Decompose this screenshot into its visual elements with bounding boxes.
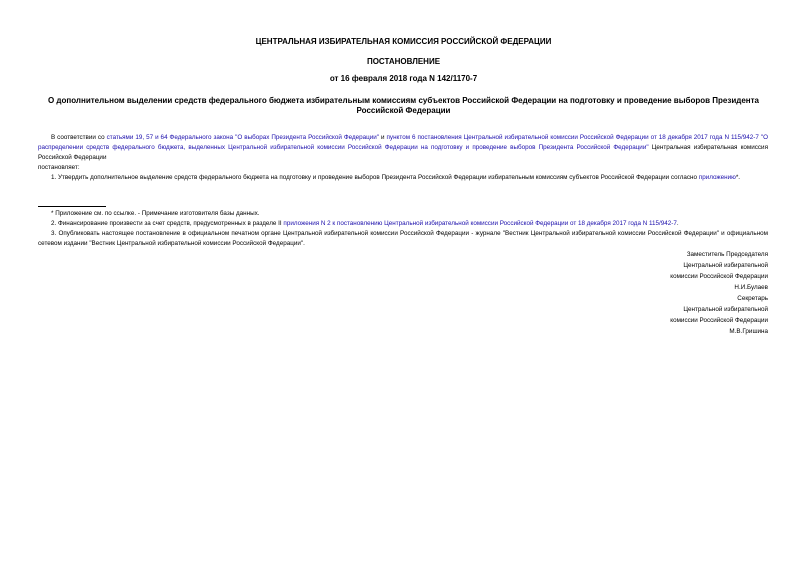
federal-law-link[interactable]: статьями 19, 57 и 64 Федерального закона "О выборах Президента Российской Федерации": [106, 134, 380, 141]
document-date-number: от 16 февраля 2018 года N 142/1170-7: [329, 74, 478, 83]
item-2-suffix: .: [676, 220, 679, 227]
preamble-text-1: В соответствии со: [51, 134, 107, 141]
appendix-2-link[interactable]: приложения N 2 к постановлению Центральной избирательной комиссии Российской Федерации от 18 декабря 2017 года N 115/942-7: [283, 220, 677, 227]
deputy-title-line-1: Заместитель Председателя: [686, 251, 768, 258]
secretary-title-line-1: Секретарь: [737, 295, 768, 302]
secretary-title-line-3: комиссии Российской Федерации: [670, 317, 768, 324]
preamble-block: [38, 133, 768, 183]
preamble-text-3: Центральная избирательная комиссия Российской Федерации: [38, 144, 768, 161]
item-2-paragraph: [38, 219, 768, 229]
footnote: * Приложение см. по ссылке. - Примечание изготовителя базы данных.: [51, 210, 260, 217]
deputy-title-line-2: Центральной избирательной: [683, 262, 768, 269]
item-1-text: 1. Утвердить дополнительное выделение средств федерального бюджета на подготовку и проведение выборов Президента Российской Федерации избирательным комиссиям субъектов Российской Федерации согласно: [51, 174, 699, 181]
preamble-paragraph: [38, 133, 768, 163]
cec-resolution-link[interactable]: пунктом 6 постановления Центральной избирательной комиссии Российской Федерации от 18 декабря 2017 года N 115/942-7 "О распределении средств федерального бюджета, выделенных Центральной избирательной комиссии Российской Федерации на подготовку и проведение выборов Президента Российской Федерации": [38, 134, 768, 151]
preamble-text-2: и: [379, 134, 387, 141]
item-1-paragraph: [38, 173, 768, 183]
commission-name: ЦЕНТРАЛЬНАЯ ИЗБИРАТЕЛЬНАЯ КОМИССИЯ РОССИЙСКОЙ ФЕДЕРАЦИИ: [255, 37, 552, 46]
item-3-paragraph: 3. Опубликовать настоящее постановление в официальном печатном органе Центральной избирательной комиссии Российской Федерации - журнале "Вестник Центральной избирательной комиссии Российской Федерации" и официальном сетевом издании "Вестник Центральной избирательной комиссии Российской Федерации".: [38, 230, 768, 247]
footnote-divider: [38, 206, 106, 207]
footnote-and-items-block: [38, 209, 768, 249]
item-2-text: 2. Финансирование произвести за счет средств, предусмотренных в разделе II: [51, 220, 284, 227]
deputy-title-line-3: комиссии Российской Федерации: [670, 273, 768, 280]
secretary-name: М.В.Гришина: [729, 328, 768, 335]
deputy-name: Н.И.Булаев: [734, 284, 768, 291]
item-1-suffix: *.: [735, 174, 741, 181]
appendix-link[interactable]: приложению: [698, 174, 736, 181]
signature-block: [670, 249, 768, 337]
decree-word: постановляет:: [38, 164, 80, 171]
document-title: О дополнительном выделении средств федерального бюджета избирательным комиссиям субъектов Российской Федерации на подготовку и проведение выборов Президента Российской Федерации: [47, 96, 759, 115]
secretary-title-line-2: Центральной избирательной: [683, 306, 768, 313]
document-type: ПОСТАНОВЛЕНИЕ: [366, 57, 441, 66]
